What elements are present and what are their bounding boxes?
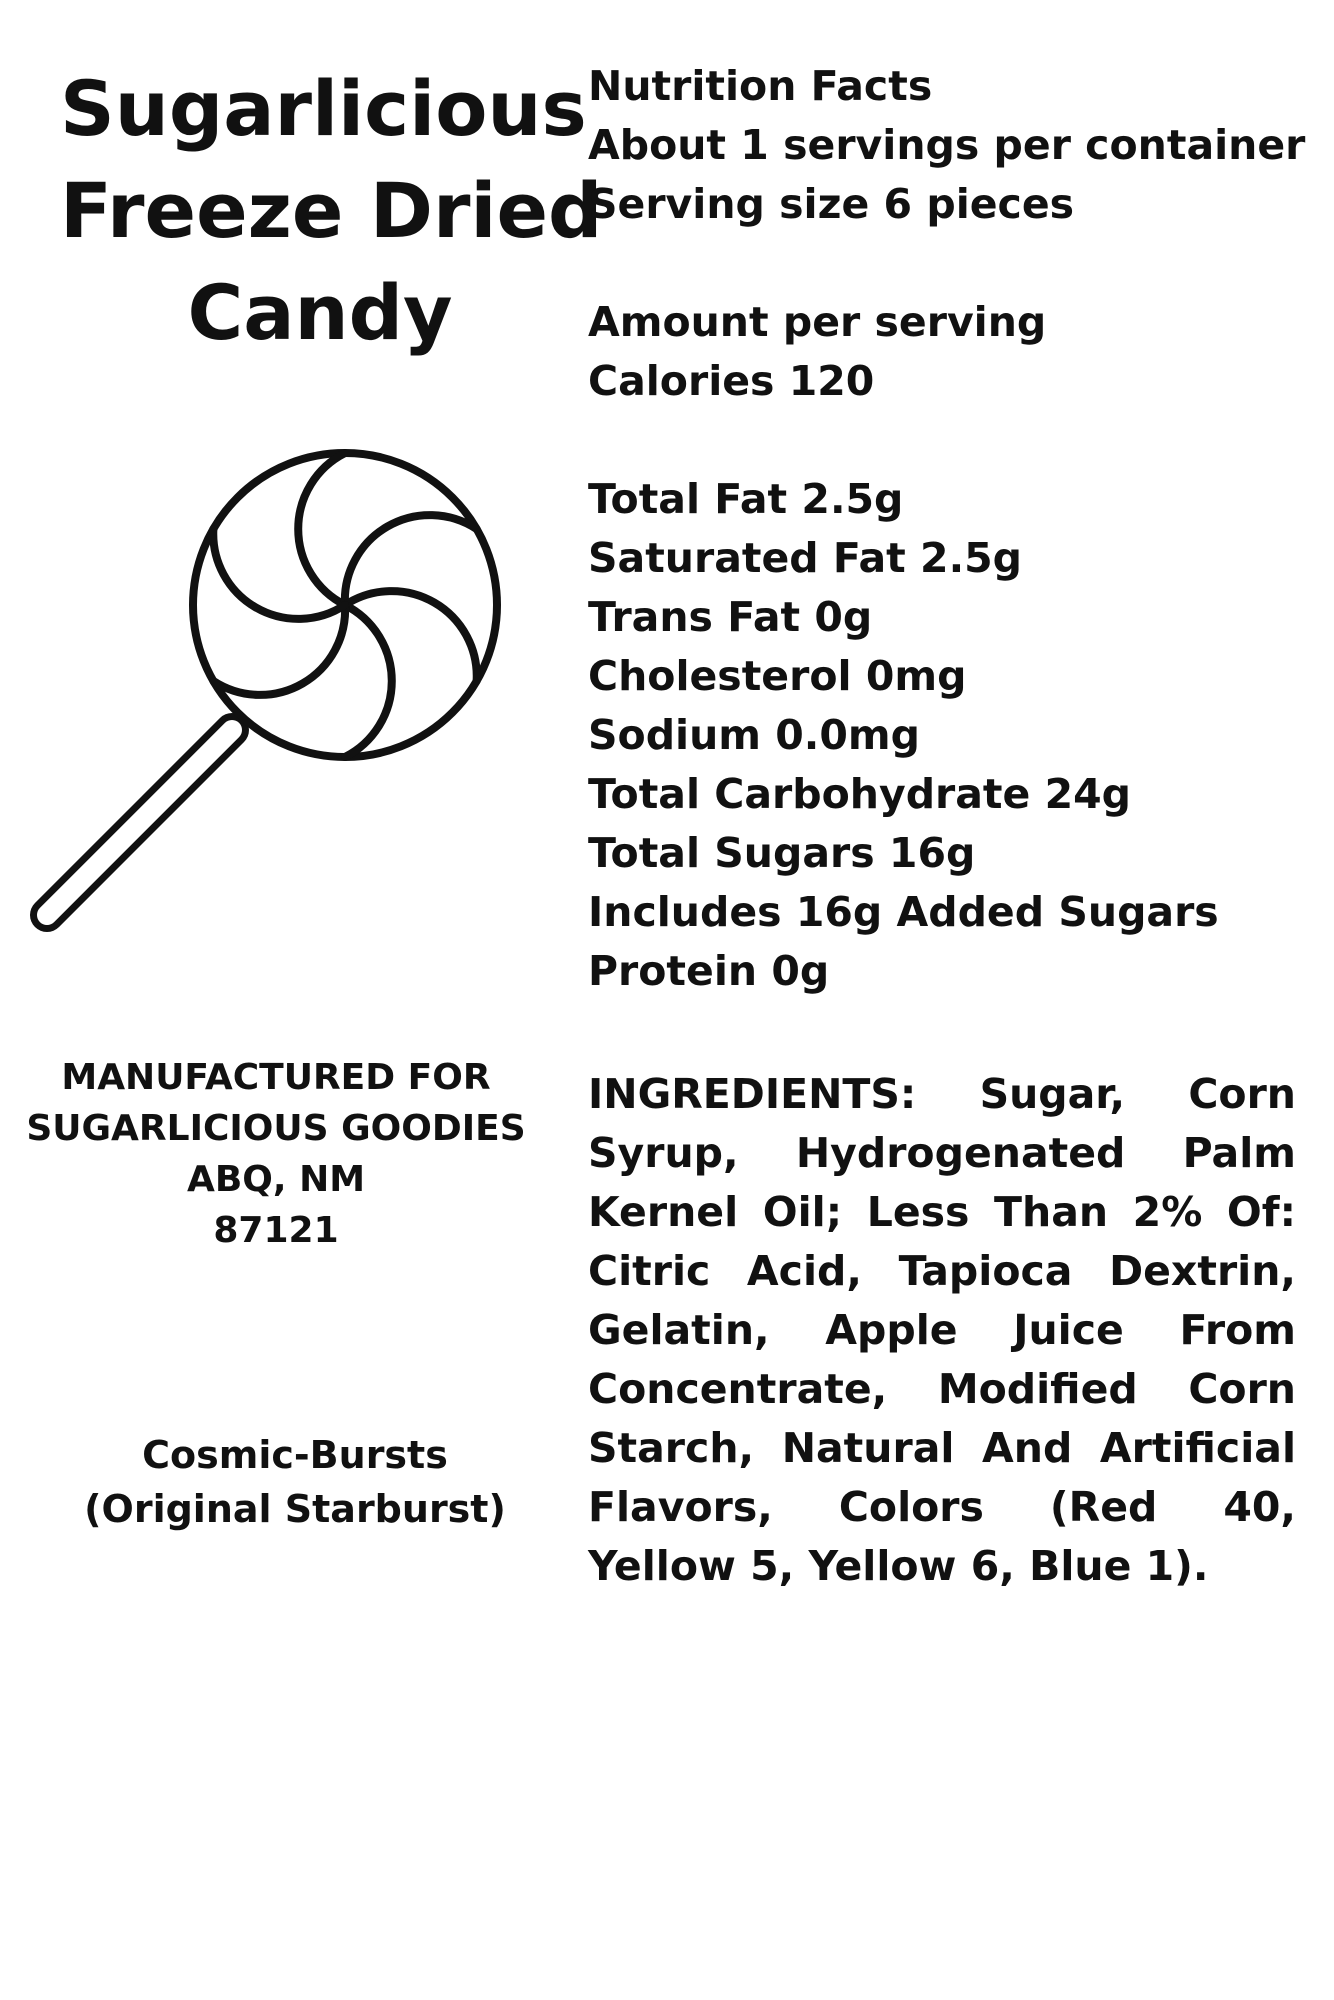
nutrient-row: Trans Fat 0g — [588, 593, 873, 641]
nutrition-heading: Nutrition Facts — [588, 62, 933, 110]
manufacturer-info — [10, 1052, 542, 1256]
nutrient-row: Total Fat 2.5g — [588, 475, 904, 523]
nutrient-row: Total Sugars 16g — [588, 829, 976, 877]
amount-per-serving: Amount per serving — [588, 298, 1047, 346]
manufacturer-line: MANUFACTURED FOR — [61, 1057, 491, 1098]
spacer — [588, 234, 1308, 293]
nutrient-row: Saturated Fat 2.5g — [588, 534, 1023, 582]
calories: Calories 120 — [588, 357, 875, 405]
serving-size: Serving size 6 pieces — [588, 180, 1075, 228]
manufacturer-line: ABQ, NM — [186, 1159, 366, 1200]
brand-title-line: Candy — [187, 268, 453, 357]
ingredients-text: INGREDIENTS: Sugar, Corn Syrup, Hydrogenated Palm Kernel Oil; Less Than 2% Of: Citric Acid, Tapioca Dextrin, Gelatin, Apple Juice From Concentrate, Modified Corn Starch, Natural And Artificial Flavors, Colors (Red 40, Yellow 5, Yellow 6, Blue 1). — [588, 1070, 1296, 1590]
product-variant-line: (Original Starburst) — [84, 1487, 506, 1531]
product-variant-line: Cosmic-Bursts — [142, 1433, 448, 1477]
spacer — [588, 411, 1308, 470]
brand-title — [60, 58, 603, 364]
nutrient-row: Protein 0g — [588, 947, 830, 995]
brand-title-line: Freeze Dried — [60, 166, 603, 255]
manufacturer-line: SUGARLICIOUS GOODIES — [26, 1108, 526, 1149]
nutrient-row: Includes 16g Added Sugars — [588, 888, 1219, 936]
lollipop-icon — [12, 440, 512, 940]
product-variant — [60, 1428, 530, 1536]
lollipop-stick-inner — [47, 730, 232, 915]
servings-per-container: About 1 servings per container — [588, 121, 1306, 169]
nutrient-row: Cholesterol 0mg — [588, 652, 967, 700]
nutrient-row: Sodium 0.0mg — [588, 711, 920, 759]
manufacturer-line: 87121 — [213, 1210, 339, 1251]
brand-title-line: Sugarlicious — [60, 64, 587, 153]
nutrient-row: Total Carbohydrate 24g — [588, 770, 1132, 818]
nutrition-facts — [588, 57, 1308, 1001]
